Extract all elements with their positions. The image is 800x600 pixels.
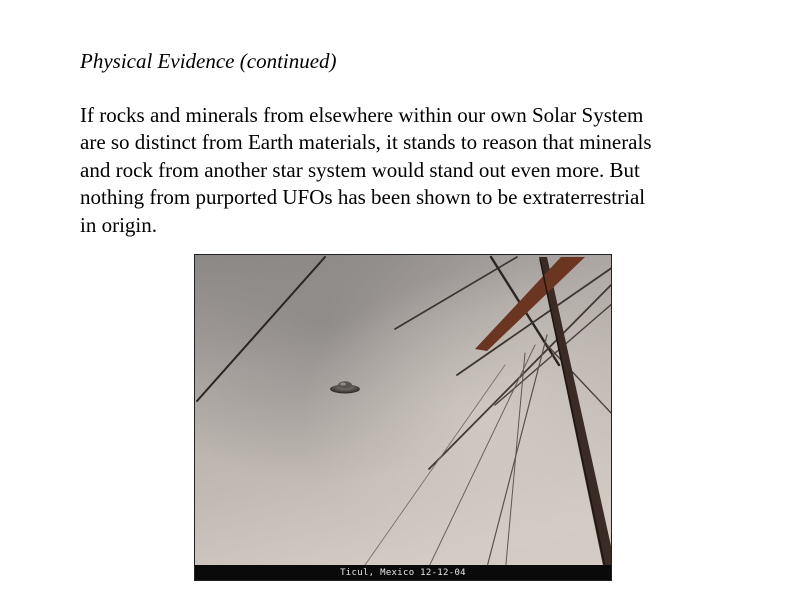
paragraph-line: If rocks and minerals from elsewhere within our own Solar System <box>80 103 644 127</box>
slide-heading: Physical Evidence (continued) <box>80 49 337 73</box>
paragraph-line: and rock from another star system would stand out even more. But <box>80 157 640 182</box>
photo-caption: Ticul, Mexico 12-12-04 <box>340 568 466 578</box>
paragraph-line: in origin. <box>80 212 157 237</box>
paragraph-line: are so distinct from Earth materials, it stands to reason that minerals <box>80 130 652 155</box>
paragraph-line: nothing from purported UFOs has been shown to be extraterrestrial <box>80 185 646 210</box>
ufo-photo-image <box>195 255 612 581</box>
ufo-photo <box>194 254 612 581</box>
body-paragraph <box>80 102 770 239</box>
